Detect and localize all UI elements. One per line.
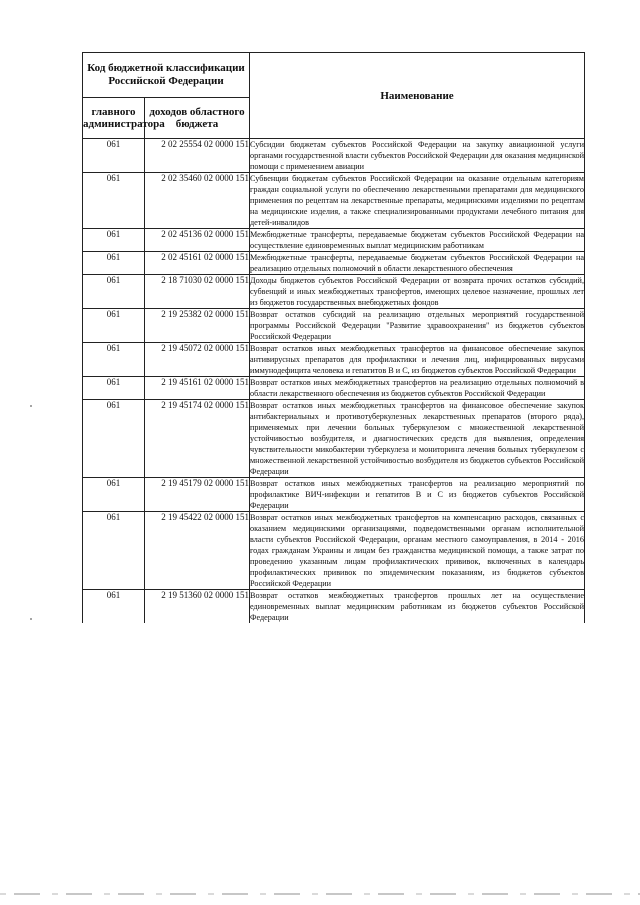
revenue-code-cell: 2 19 45174 02 0000 151 xyxy=(145,400,250,478)
scan-edge-artifact xyxy=(0,893,640,895)
revenue-code-cell: 2 18 71030 02 0000 151 xyxy=(145,275,250,309)
description-cell: Межбюджетные трансферты, передаваемые бюджетам субъектов Российской Федерации на осуществление единовременных выплат медицинским работникам xyxy=(250,230,584,250)
admin-code-cell: 061 xyxy=(83,400,145,478)
table-body xyxy=(83,139,585,624)
header-admin-column: главного администратора xyxy=(83,98,145,139)
table-row xyxy=(83,229,585,252)
admin-code-cell: 061 xyxy=(83,139,145,173)
table-row xyxy=(83,343,585,377)
revenue-code-cell: 2 19 45422 02 0000 151 xyxy=(145,512,250,590)
header-revenue-column: доходов областного бюджета xyxy=(145,98,250,139)
revenue-code-cell: 2 02 25554 02 0000 151 xyxy=(145,139,250,173)
description-cell: Возврат остатков межбюджетных трансфертов прошлых лет на осуществление единовременных выплат медицинским работникам из бюджетов субъектов Российской Федерации xyxy=(250,591,584,622)
revenue-code-cell: 2 19 45179 02 0000 151 xyxy=(145,478,250,512)
table-header xyxy=(83,53,585,139)
table-row xyxy=(83,590,585,624)
revenue-code-cell: 2 19 51360 02 0000 151 xyxy=(145,590,250,624)
table-row xyxy=(83,377,585,400)
admin-code-cell: 061 xyxy=(83,229,145,252)
header-name: Наименование xyxy=(250,53,585,139)
admin-code-cell: 061 xyxy=(83,252,145,275)
admin-code-cell: 061 xyxy=(83,309,145,343)
description-cell: Возврат остатков иных межбюджетных трансфертов на реализацию мероприятий по профилактике ВИЧ-инфекции и гепатитов В и С из бюджетов субъектов Российской Федерации xyxy=(250,479,584,510)
description-cell: Доходы бюджетов субъектов Российской Федерации от возврата прочих остатков субсидий, субвенций и иных межбюджетных трансфертов, имеющих целевое назначение, прошлых лет из бюджетов государственных внебюджетных фондов xyxy=(250,276,584,307)
admin-code-cell: 061 xyxy=(83,173,145,229)
table-row xyxy=(83,309,585,343)
description-cell: Субсидии бюджетам субъектов Российской Федерации на закупку авиационной услуги органами государственной власти субъектов Российской Федерации для оказания медицинской помощи с применением авиации xyxy=(250,140,584,171)
table-row xyxy=(83,275,585,309)
description-cell: Межбюджетные трансферты, передаваемые бюджетам субъектов Российской Федерации на реализацию отдельных полномочий в области лекарственного обеспечения xyxy=(250,253,584,273)
description-cell: Возврат остатков субсидий на реализацию отдельных мероприятий государственной программы Российской Федерации "Развитие здравоохранения" из бюджетов субъектов Российской Федерации xyxy=(250,310,584,341)
revenue-code-cell: 2 19 45161 02 0000 151 xyxy=(145,377,250,400)
admin-code-cell: 061 xyxy=(83,275,145,309)
budget-classification-table xyxy=(82,52,585,623)
revenue-code-cell: 2 02 45136 02 0000 151 xyxy=(145,229,250,252)
admin-code-cell: 061 xyxy=(83,590,145,624)
table-row xyxy=(83,252,585,275)
table-row xyxy=(83,400,585,478)
admin-code-cell: 061 xyxy=(83,377,145,400)
header-code-group: Код бюджетной классификации Российской Федерации xyxy=(83,53,250,98)
description-cell: Возврат остатков иных межбюджетных трансфертов на финансовое обеспечение закупок антивирусных препаратов для профилактики и лечения лиц, инфицированных вирусами иммунодефицита человека и гепатитов В и С, из бюджетов субъектов Российской Федерации xyxy=(250,344,584,375)
admin-code-cell: 061 xyxy=(83,478,145,512)
description-cell: Возврат остатков иных межбюджетных трансфертов на финансовое обеспечение закупок антибактериальных и противотуберкулезных лекарственных препаратов (второго ряда), применяемых при лечении больных туберкулезом с множественной лекарственной устойчивостью возбудителя, и диагностических средств для выявления, определения чувствительности микобактерии туберкулеза и мониторинга лечения больных туберкулезом с множественной лекарственной устойчивостью возбудителя из бюджетов субъектов Российской Федерации xyxy=(250,401,584,476)
scan-speck xyxy=(30,405,32,407)
revenue-code-cell: 2 19 25382 02 0000 151 xyxy=(145,309,250,343)
revenue-code-cell: 2 19 45072 02 0000 151 xyxy=(145,343,250,377)
table-row xyxy=(83,512,585,590)
scan-speck xyxy=(30,618,32,620)
description-cell: Субвенции бюджетам субъектов Российской Федерации на оказание отдельным категориям граждан социальной услуги по обеспечению лекарственными препаратами для медицинского применения по рецептам на лекарственные препараты, медицинскими изделиями по рецептам на медицинские изделия, а также специализированными продуктами лечебного питания для детей-инвалидов xyxy=(250,174,584,227)
description-cell: Возврат остатков иных межбюджетных трансфертов на реализацию отдельных полномочий в области лекарственного обеспечения из бюджетов субъектов Российской Федерации xyxy=(250,378,584,398)
table-row xyxy=(83,478,585,512)
revenue-code-cell: 2 02 35460 02 0000 151 xyxy=(145,173,250,229)
table-row xyxy=(83,139,585,173)
revenue-code-cell: 2 02 45161 02 0000 151 xyxy=(145,252,250,275)
admin-code-cell: 061 xyxy=(83,343,145,377)
description-cell: Возврат остатков иных межбюджетных трансфертов на компенсацию расходов, связанных с оказанием медицинскими организациями, подведомственными органам исполнительной власти субъектов Российской Федерации, органам местного самоуправления, в 2014 - 2016 годах гражданам Украины и лицам без гражданства медицинской помощи, а также затрат по проведению указанным лицам профилактических прививок, включенных в календарь профилактических прививок по эпидемическим показаниям, из бюджетов субъектов Российской Федерации xyxy=(250,513,584,588)
table-row xyxy=(83,173,585,229)
admin-code-cell: 061 xyxy=(83,512,145,590)
page-number xyxy=(596,858,614,880)
